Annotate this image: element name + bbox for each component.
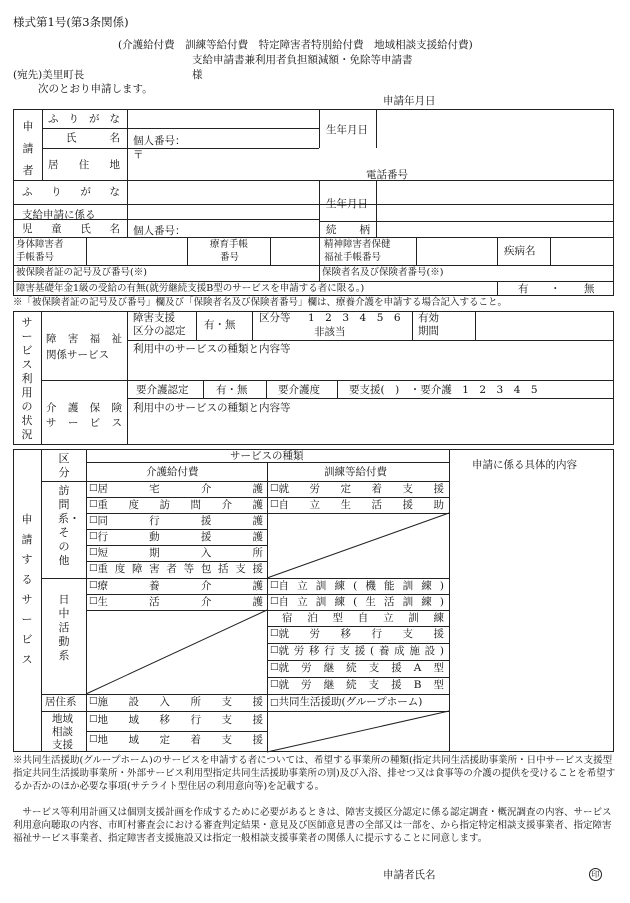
not-applicable[interactable]: 非該当 [314,326,346,338]
application-date-label: 申請年月日 [383,95,436,107]
addressee: (宛先)美里町長 [13,69,85,81]
support-category-label-2: 区分の認定 [133,325,186,337]
service-status-label: サービス利用の状況 [21,316,33,441]
visit-training-checkbox[interactable]: □ 自 立 生 活 援 助 [270,499,444,511]
intro-text: 次のとおり申請します。 [38,83,153,95]
daytime-group-label: 日中活動系 [58,593,70,662]
consult-group-label-2: 相談 [52,726,73,738]
daytime-training-checkbox[interactable]: □ 就 労 継 続 支 援 B 型 [270,679,444,691]
care-level-values[interactable]: 要支援( ) ・要介護 1 2 3 4 5 [349,384,538,396]
visit-service-checkbox[interactable]: □ 行 動 援 護 [89,531,263,543]
sama-honorific: 様 [192,69,203,81]
child-furigana-label: ふ り が な [22,186,120,198]
visit-service-checkbox[interactable]: □ 居 宅 介 護 [89,483,263,495]
daytime-care-checkbox[interactable]: □ 生 活 介 護 [89,596,263,608]
division-header: 区分 [58,452,70,479]
applicant-name-label: 氏 名 [66,132,120,144]
child-label-line1: 支給申請に係る [22,209,96,221]
child-label-line2: 児 童 氏 名 [22,223,120,235]
disability-welfare-label-2: 関係サービス [46,349,109,361]
applicant-group-label: 申請者 [22,120,34,177]
postal-mark: 〒 [133,149,144,161]
service-types-header: サービスの種類 [230,450,304,462]
residential-training-checkbox[interactable]: □共同生活援助(グループホーム) [270,696,423,708]
support-yes-no[interactable]: 有・無 [204,319,236,331]
pension-yes[interactable]: 有 [518,283,529,295]
category-numbers[interactable]: 1 2 3 4 5 6 [308,312,401,324]
daytime-training-item[interactable]: 宿 泊 型 自 立 訓 練 [282,612,444,624]
signer-label: 申請者氏名 [383,869,436,881]
service-types-line: (介護給付費 訓練等給付費 特定障害者特別給付費 地域相談支援給付費) [118,39,473,51]
daytime-training-checkbox[interactable]: □ 就 労 移 行 支 援 ( 養 成 施 設 ) [270,645,444,657]
mental-cert-label: 精神障害者保健 [324,239,391,250]
child-individual-number-label: 個人番号： [133,225,186,237]
mental-cert-label-2: 福祉手帳番号 [324,252,382,263]
daytime-training-checkbox[interactable]: □ 就 労 継 続 支 援 A 型 [270,662,444,674]
child-relationship-label: 続 柄 [326,224,370,236]
pension-no[interactable]: 無 [584,283,595,295]
disability-welfare-label: 障 害 福 祉 [46,333,122,345]
visit-training-checkbox[interactable]: □ 就 労 定 着 支 援 [270,483,444,495]
care-insurance-label: 介 護 保 険 [46,402,122,414]
daytime-care-checkbox[interactable]: □ 療 養 介 護 [89,580,263,592]
child-birthdate-label: 生年月日 [326,198,368,210]
training-benefits-header: 訓練等給付費 [324,466,387,478]
visit-service-checkbox[interactable]: □ 重 度 訪 問 介 護 [89,499,263,511]
daytime-training-checkbox[interactable]: □ 就 労 移 行 支 援 [270,628,444,640]
footer-note-2: サービス等利用計画又は個別支援計画を作成するために必要があるときは、障害支援区分認定に係る認定調査・概況調査の内容、サービス利用意向聴取の内容、市町村審査会における審査判定結果・意見及び医師意見書の全部又は一部を、から指定特定相談支援事業者、指定障害福祉サービス事業者、指定障害者支援施設又は指定一般相談支援事業者の関係人に提示することに同意します。 [13,807,612,844]
consult-service-checkbox[interactable]: □ 地 域 移 行 支 援 [89,714,263,726]
visit-service-checkbox[interactable]: □ 同 行 援 護 [89,515,263,527]
consult-service-checkbox[interactable]: □ 地 域 定 着 支 援 [89,734,263,746]
pension-dot: ・ [550,283,561,295]
daytime-training-checkbox[interactable]: □ 自 立 訓 練 ( 生 活 訓 練 ) [270,596,444,608]
rehab-cert-label: 療育手帳 [210,239,249,250]
visit-service-checkbox[interactable]: □ 重 度 障 害 者 等 包 括 支 援 [89,563,263,575]
valid-period-label: 有効 [418,312,439,324]
residential-group-label: 居住系 [45,696,77,708]
applicant-individual-number-label: 個人番号： [133,135,186,147]
form-title: 支給申請書兼利用者負担額減額・免除等申請書 [192,54,413,66]
physical-cert-label: 身体障害者 [16,239,64,250]
insurance-note: ※「被保険者証の記号及び番号」欄及び「保険者名及び保険者番号」欄は、療養介護を申請する場合記入すること。 [13,297,508,308]
daytime-training-checkbox[interactable]: □ 自 立 訓 練 ( 機 能 訓 練 ) [270,580,444,592]
category-label: 区分等 [259,312,291,324]
valid-period-label-2: 期間 [418,325,439,337]
applicant-furigana-label: ふ り が な [48,113,120,125]
footer-note-1: ※共同生活援助(グループホーム)のサービスを申請する者については、希望する事業所の種類(指定共同生活援助事業所・日中サービス支援型指定共同生活援助事業所・外部サービス利用型指定共同生活援助事業所の別)及び入浴、排せつ又は食事等の介護の提供を受けることを希望するか否かのほか必要な事項(サテライト型住居の利用意向等)を記載する。 [13,755,616,792]
disease-name-label: 疾病名 [504,245,536,257]
applicant-address-label: 居 住 地 [48,159,120,171]
requested-services-label: 申請するサービス [21,513,33,666]
consult-group-label: 地域 [52,713,73,725]
care-certification-label: 要介護認定 [136,384,189,396]
care-level-label: 要介護度 [278,384,320,396]
applicant-birthdate-label: 生年月日 [326,124,368,136]
seal-mark: 印 [589,868,602,881]
care-insurance-label-2: サ ー ビ ス [46,417,122,429]
care-benefits-header: 介護給付費 [146,466,199,478]
visit-group-label: 訪問系・その他 [58,484,80,567]
visit-service-checkbox[interactable]: □ 短 期 入 所 [89,547,263,559]
insurer-name-label: 保険者名及び保険者番号(※) [322,267,444,278]
physical-cert-label-2: 手帳番号 [16,252,55,263]
specific-content-header: 申請に係る具体的内容 [472,459,577,471]
rehab-cert-label-2: 番号 [220,252,240,263]
consult-group-label-3: 支援 [52,739,73,751]
services-in-use-label: 利用中のサービスの種類と内容等 [133,343,291,355]
care-yes-no[interactable]: 有・無 [216,384,248,396]
services-in-use-label-2: 利用中のサービスの種類と内容等 [133,402,291,414]
residential-care-checkbox[interactable]: □ 施 設 入 所 支 援 [89,696,263,708]
phone-label: 電話番号 [366,169,408,181]
pension-question: 障害基礎年金1級の受給の有無(就労継続支援B型のサービスを申請する者に限る。) [16,283,365,294]
insured-symbol-label: 被保険者証の記号及び番号(※) [16,267,147,278]
form-number: 様式第1号(第3条関係) [13,15,129,29]
support-category-label: 障害支援 [133,312,175,324]
